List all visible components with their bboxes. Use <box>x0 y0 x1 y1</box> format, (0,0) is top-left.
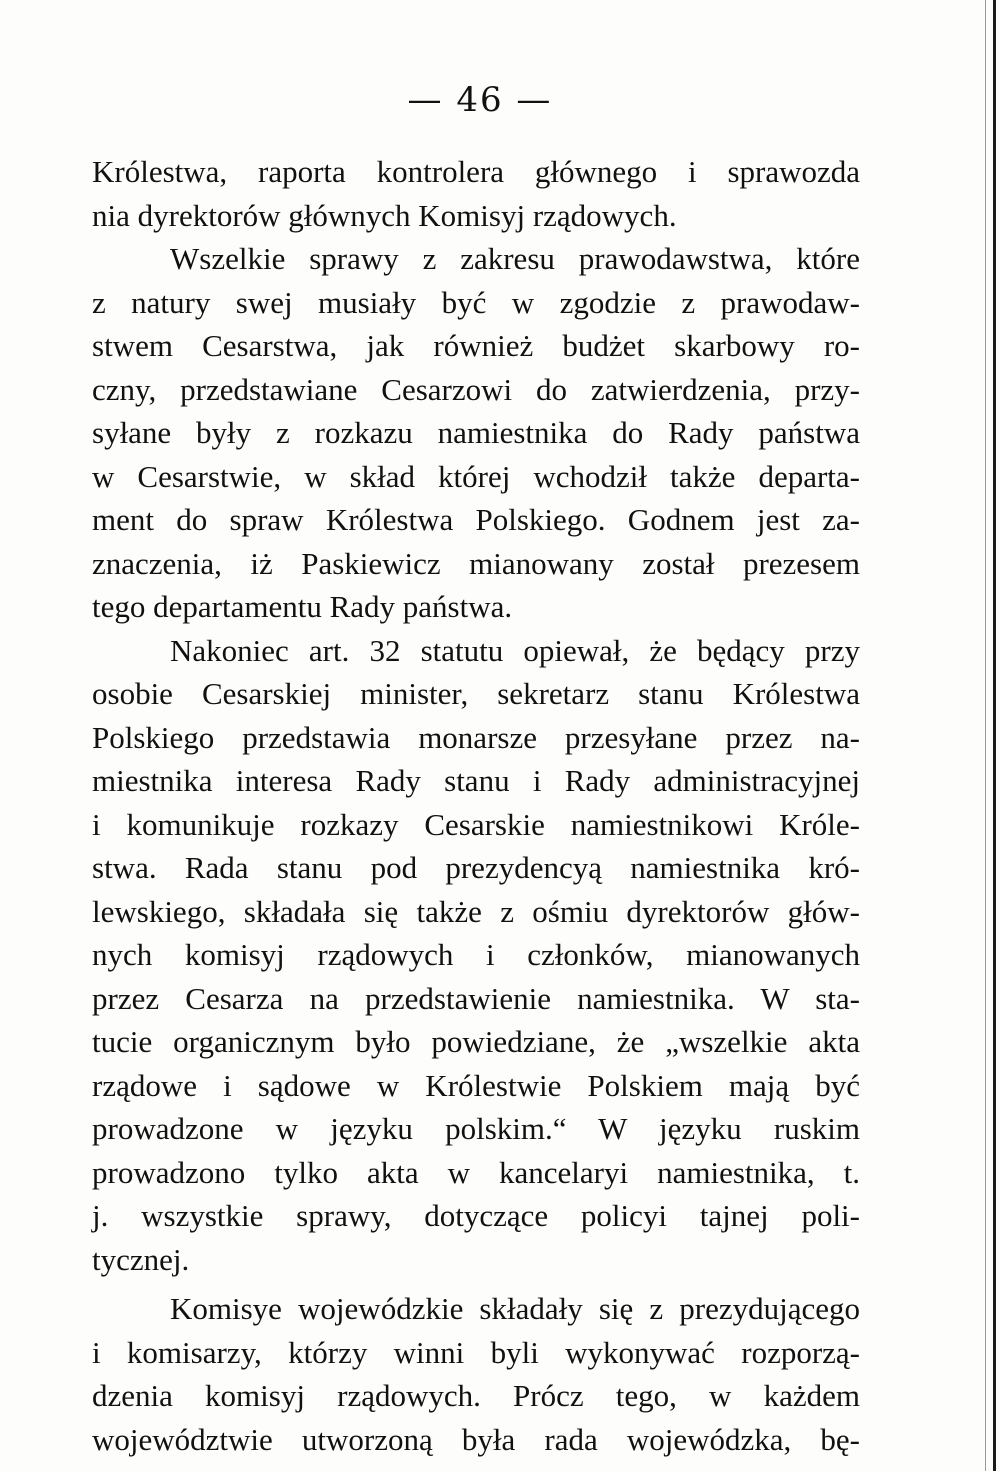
text-line: miestnika interesa Rady stanu i Rady administracyjnej <box>92 763 860 798</box>
text-line: osobie Cesarskiej minister, sekretarz stanu Królestwa <box>92 676 860 711</box>
text-line: województwie utworzoną była rada wojewódzka, bę- <box>92 1421 860 1457</box>
text-line: nia dyrektorów głównych Komisyj rządowych. <box>92 197 677 233</box>
page-number: — 46 — <box>407 80 553 120</box>
text-line: stwa. Rada stanu pod prezydencyą namiestnika kró- <box>92 850 860 885</box>
text-line: Nakoniec art. 32 statutu opiewał, że będący przy <box>170 632 860 668</box>
text-line: dzenia komisyj rządowych. Prócz tego, w każdem <box>92 1378 860 1413</box>
text-line: przez Cesarza na przedstawienie namiestnika. W sta- <box>92 980 860 1016</box>
text-line: Wszelkie sprawy z zakresu prawodawstwa, które <box>170 241 860 276</box>
text-line: prowadzone w języku polskim.“ W języku ruskim <box>92 1111 860 1146</box>
text-line: ment do spraw Królestwa Polskiego. Godnem jest za- <box>92 502 860 537</box>
text-line: prowadzono tylko akta w kancelaryi namiestnika, t. <box>92 1154 860 1190</box>
text-line: stwem Cesarstwa, jak również budżet skarbowy ro- <box>92 328 860 363</box>
page-edge-rule-thin <box>985 0 986 1471</box>
text-line: Królestwa, raporta kontrolera głównego i sprawozda <box>92 154 860 189</box>
text-line: rządowe i sądowe w Królestwie Polskiem mają być <box>92 1067 860 1103</box>
text-line: i komisarzy, którzy winni byli wykonywać rozporzą- <box>92 1334 860 1370</box>
text-line: Komisye wojewódzkie składały się z prezydującego <box>170 1291 860 1326</box>
text-line: tego departamentu Rady państwa. <box>92 589 513 624</box>
text-line: Polskiego przedstawia monarsze przesyłane przez na- <box>92 719 860 755</box>
text-line: i komunikuje rozkazy Cesarskie namiestnikowi Króle- <box>92 806 860 842</box>
page-edge-rule <box>993 0 996 1471</box>
text-line: w Cesarstwie, w skład której wchodził także departa- <box>92 458 860 494</box>
body-text <box>92 150 860 1461</box>
text-line: czny, przedstawiane Cesarzowi do zatwierdzenia, przy- <box>92 371 860 407</box>
text-line: tucie organicznym było powiedziane, że „wszelkie akta <box>92 1024 860 1059</box>
text-line: z natury swej musiały być w zgodzie z prawodaw- <box>92 284 860 320</box>
text-line: j. wszystkie sprawy, dotyczące policyi tajnej poli- <box>92 1198 860 1233</box>
text-line: nych komisyj rządowych i członków, mianowanych <box>92 937 860 972</box>
text-line: syłane były z rozkazu namiestnika do Rady państwa <box>92 415 860 450</box>
text-line: tycznej. <box>92 1241 190 1277</box>
text-line: lewskiego, składała się także z ośmiu dyrektorów głów- <box>92 893 860 929</box>
text-line: znaczenia, iż Paskiewicz mianowany został prezesem <box>92 545 860 581</box>
